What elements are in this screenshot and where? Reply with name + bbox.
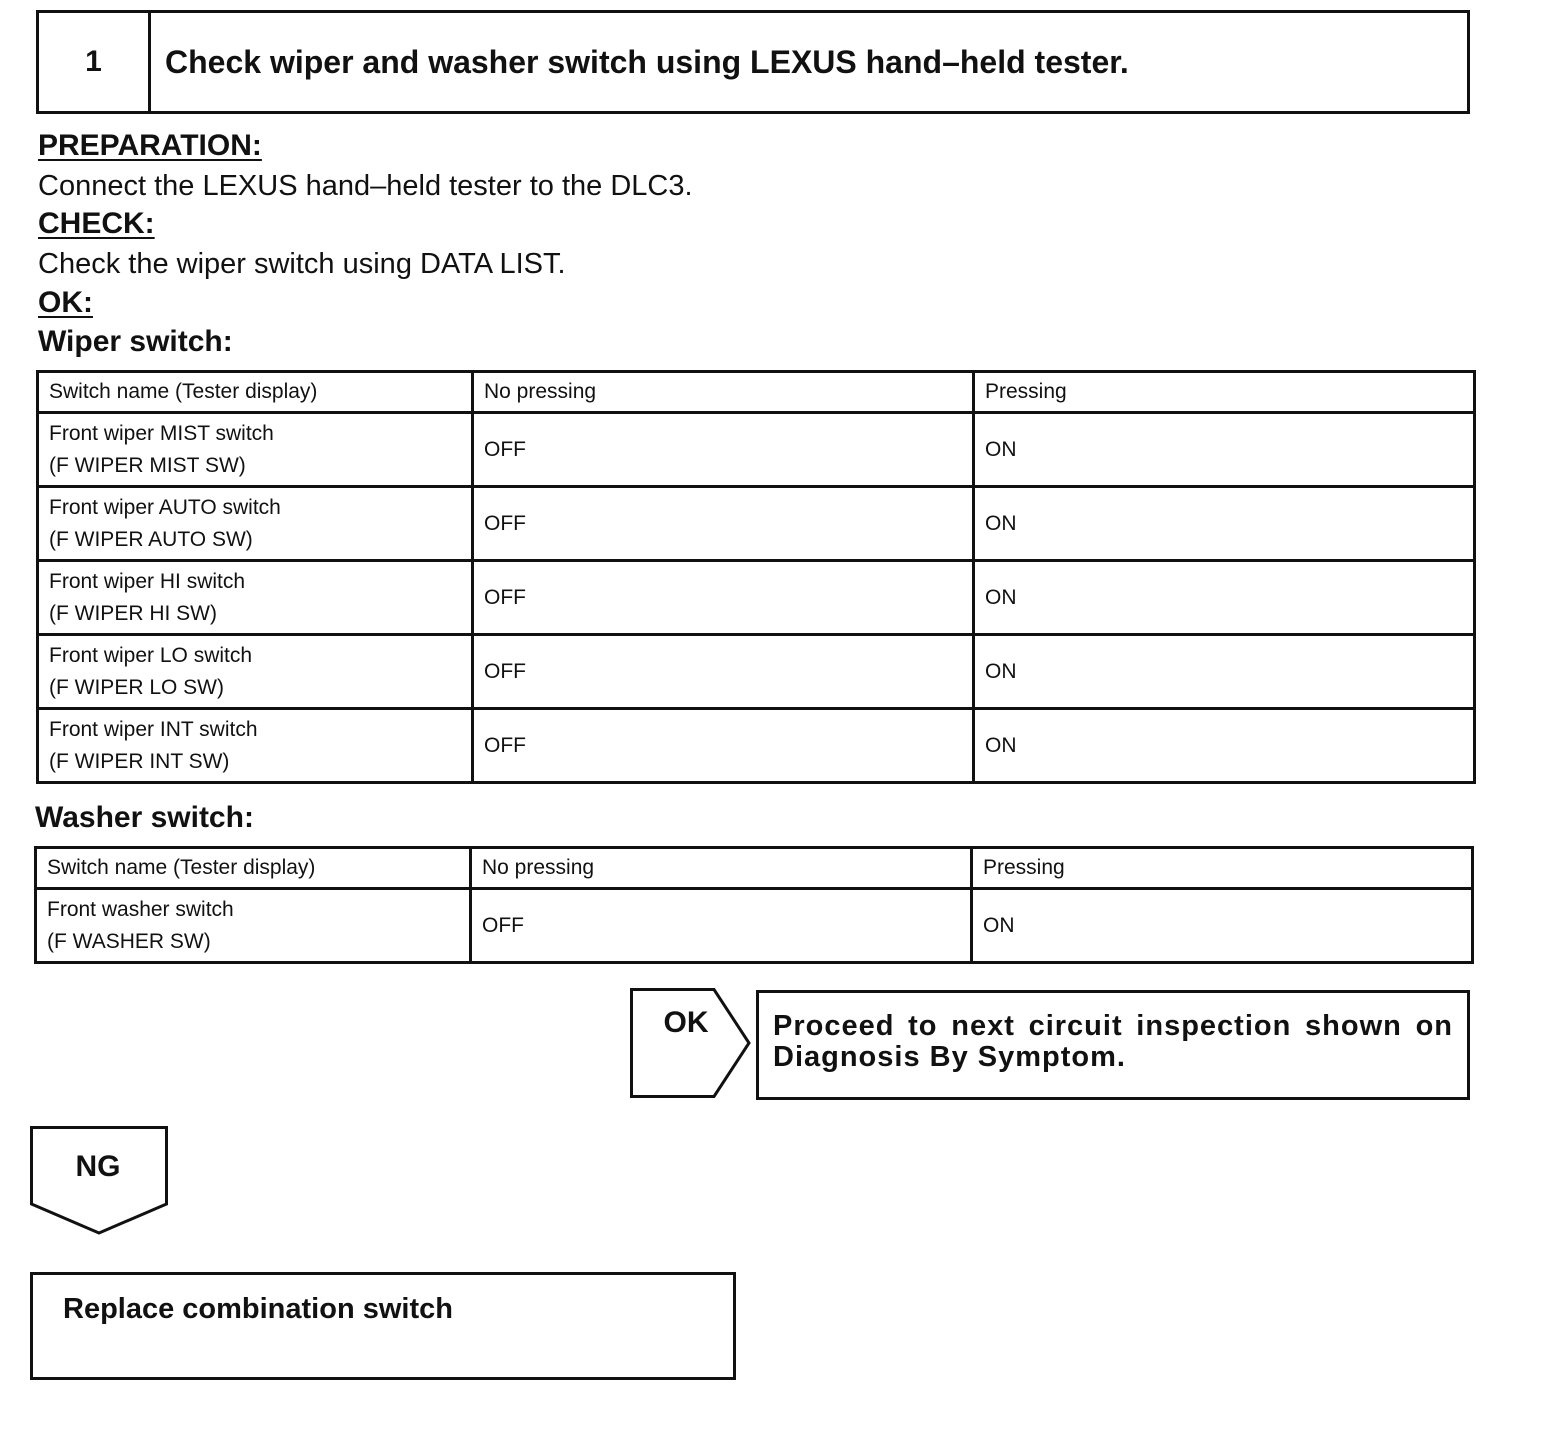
preparation-heading: PREPARATION: [38,129,262,162]
table-row [38,561,1475,635]
table-header-row [36,848,1473,889]
no-pressing-value: OFF [471,889,972,963]
ng-label: NG [75,1150,121,1183]
table-row [38,709,1475,783]
tester-display: (F WIPER LO SW) [49,675,224,699]
tester-display: (F WIPER HI SW) [49,601,217,625]
switch-name-cell [38,413,473,487]
pressing-value: ON [972,889,1473,963]
check-heading: CHECK: [38,207,155,240]
switch-name-cell [38,561,473,635]
switch-name: Front wiper AUTO switch [49,495,281,519]
switch-name-cell [38,635,473,709]
pressing-value: ON [974,413,1475,487]
pressing-value: ON [974,709,1475,783]
pressing-value: ON [974,635,1475,709]
ng-result-box [30,1272,736,1380]
switch-name-cell [38,709,473,783]
switch-name: Front wiper MIST switch [49,421,274,445]
tester-display: (F WIPER MIST SW) [49,453,246,477]
wiper-switch-heading: Wiper switch: [38,325,233,358]
tester-display: (F WIPER INT SW) [49,749,230,773]
switch-name: Front wiper LO switch [49,643,253,667]
ng-result-text: Replace combination switch [63,1293,453,1325]
column-header: Switch name (Tester display) [36,848,471,889]
pressing-value: ON [974,561,1475,635]
table-row [36,889,1473,963]
column-header: Switch name (Tester display) [38,372,473,413]
no-pressing-value: OFF [473,487,974,561]
table-header-row [38,372,1475,413]
step-title: Check wiper and washer switch using LEXUS hand–held tester. [165,43,1129,80]
switch-name-cell [36,889,471,963]
step-header [36,10,1470,114]
washer-switch-heading: Washer switch: [35,801,254,834]
switch-name: Front wiper INT switch [49,717,258,741]
ok-arrow-shape [630,988,752,1098]
table-row [38,413,1475,487]
ok-result-text: Proceed to next circuit inspection shown on Diagnosis By Symptom. [773,1010,1453,1073]
wiper-switch-table [36,370,1476,784]
ok-heading: OK: [38,286,93,319]
preparation-text: Connect the LEXUS hand–held tester to the DLC3. [38,170,693,202]
washer-switch-table [34,846,1474,964]
tester-display: (F WASHER SW) [47,929,211,953]
no-pressing-value: OFF [473,413,974,487]
check-text: Check the wiper switch using DATA LIST. [38,248,566,280]
switch-name: Front wiper HI switch [49,569,246,593]
column-header: Pressing [974,372,1475,413]
ok-result-box [756,990,1470,1100]
no-pressing-value: OFF [473,561,974,635]
switch-name-cell [38,487,473,561]
column-header: No pressing [471,848,972,889]
table-row [38,487,1475,561]
step-number: 1 [39,13,151,111]
tester-display: (F WIPER AUTO SW) [49,527,253,551]
ok-label: OK [663,1006,709,1039]
switch-name: Front washer switch [47,897,234,921]
no-pressing-value: OFF [473,709,974,783]
column-header: No pressing [473,372,974,413]
table-row [38,635,1475,709]
no-pressing-value: OFF [473,635,974,709]
column-header: Pressing [972,848,1473,889]
pressing-value: ON [974,487,1475,561]
